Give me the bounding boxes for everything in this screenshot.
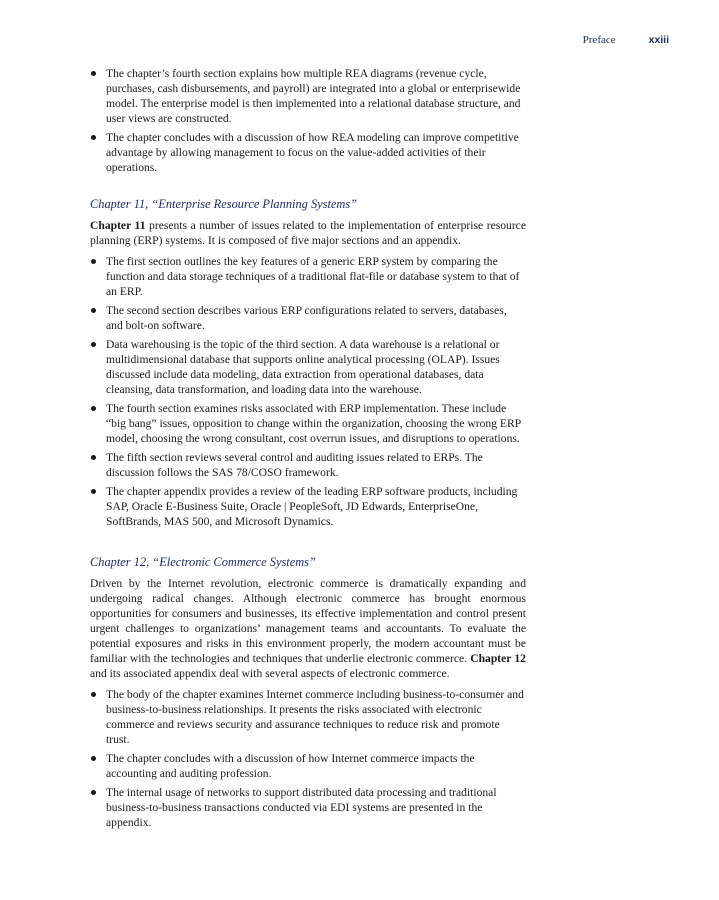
list-item: Data warehousing is the topic of the third section. A data warehouse is a relational or multidimensional database that supports online analytical processing (OLAP). Issues discussed include data modeling, data extraction from operational databases, data cleansing, data transformation, and loading data into the warehouse. bbox=[90, 337, 526, 397]
chapter-12-bullet-list bbox=[90, 687, 526, 830]
list-item: The body of the chapter examines Internet commerce including business-to-consumer and business-to-business relationships. It presents the risks associated with electronic commerce and reviews security and assurance techniques to reduce risk and promote trust. bbox=[90, 687, 526, 747]
chapter-12-intro-bold: Chapter 12 bbox=[470, 652, 526, 665]
chapter-12-intro-text: Driven by the Internet revolution, electronic commerce is dramatically expanding and undergoing radical changes. Although electronic commerce has brought enormous opportunities for consumers and businesses, its effective implementation and control present urgent challenges to organizations’ management teams and accountants. To evaluate the potential exposures and risks in this environment properly, the modern accountant must be familiar with the technologies and techniques that underlie electronic commerce. bbox=[90, 577, 526, 665]
chapter-11-heading: Chapter 11, “Enterprise Resource Planning Systems” bbox=[90, 197, 358, 211]
top-bullet-list bbox=[90, 66, 526, 175]
chapter-11-bullet-list bbox=[90, 254, 526, 529]
chapter-12-heading: Chapter 12, “Electronic Commerce Systems” bbox=[90, 555, 316, 569]
list-item: The first section outlines the key features of a generic ERP system by comparing the function and data storage techniques of a traditional flat-file or database system to that of an ERP. bbox=[90, 254, 526, 299]
chapter-12-intro-text-end: and its associated appendix deal with several aspects of electronic commerce. bbox=[90, 667, 450, 680]
running-head bbox=[583, 34, 669, 46]
list-item: The fourth section examines risks associated with ERP implementation. These include “big bang” issues, opposition to change within the organization, choosing the wrong ERP model, choosing the wrong consultant, cost overrun issues, and disruptions to operations. bbox=[90, 401, 526, 446]
list-item: The fifth section reviews several control and auditing issues related to ERPs. The discussion follows the SAS 78/COSO framework. bbox=[90, 450, 526, 480]
list-item: The chapter’s fourth section explains how multiple REA diagrams (revenue cycle, purchases, cash disbursements, and payroll) are integrated into a global or enterprisewide model. The enterprise model is then implemented into a relational database structure, and user views are constructed. bbox=[90, 66, 526, 126]
chapter-11-intro bbox=[90, 218, 526, 248]
list-item: The internal usage of networks to support distributed data processing and traditional business-to-business transactions conducted via EDI systems are presented in the appendix. bbox=[90, 785, 526, 830]
list-item: The chapter concludes with a discussion of how Internet commerce impacts the accounting and auditing profession. bbox=[90, 751, 526, 781]
list-item: The chapter appendix provides a review of the leading ERP software products, including SAP, Oracle E-Business Suite, Oracle | PeopleSoft, JD Edwards, EnterpriseOne, SoftBrands, MAS 500, and Microsoft Dynamics. bbox=[90, 484, 526, 529]
chapter-11-intro-bold: Chapter 11 bbox=[90, 219, 146, 232]
chapter-11-intro-text: presents a number of issues related to the implementation of enterprise resource planning (ERP) systems. It is composed of five major sections and an appendix. bbox=[90, 219, 526, 247]
running-head-section: Preface bbox=[582, 34, 616, 46]
page-number: xxiii bbox=[648, 34, 669, 46]
list-item: The chapter concludes with a discussion of how REA modeling can improve competitive advantage by allowing management to focus on the value-added activities of their operations. bbox=[90, 130, 526, 175]
page-content bbox=[90, 66, 526, 834]
list-item: The second section describes various ERP configurations related to servers, databases, and bolt-on software. bbox=[90, 303, 526, 333]
chapter-12-intro bbox=[90, 576, 526, 681]
